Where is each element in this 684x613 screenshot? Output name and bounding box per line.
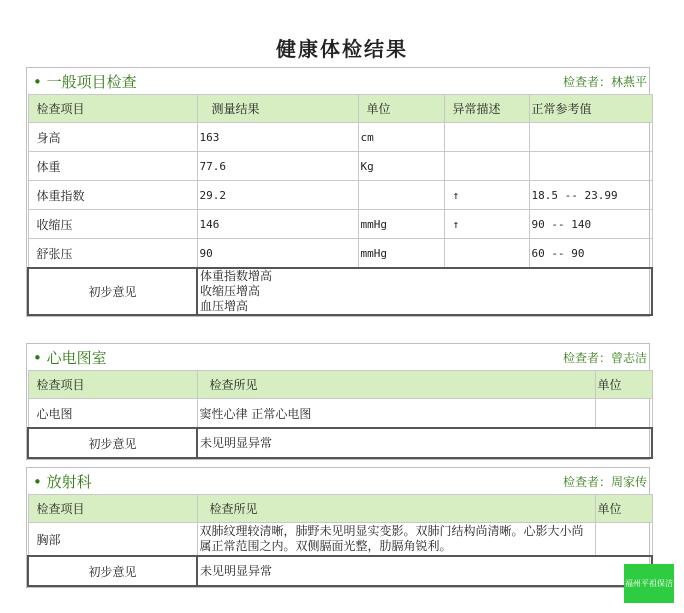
row-reference: 60 -- 90 xyxy=(529,239,652,269)
page-title: 健康体检结果 xyxy=(276,37,408,61)
section-title: • 心电图室 xyxy=(33,348,107,367)
opinion-text xyxy=(197,268,652,315)
row-reference xyxy=(529,123,652,152)
row-result: 77.6 xyxy=(197,152,358,181)
opinion-text: 未见明显异常 xyxy=(197,556,652,586)
table-row xyxy=(28,239,652,269)
table-row xyxy=(28,123,652,152)
opinion-line: 血压增高 xyxy=(200,299,249,313)
row-item: 舒张压 xyxy=(28,239,197,269)
row-item: 收缩压 xyxy=(28,210,197,239)
table-row xyxy=(28,210,652,239)
opinion-row xyxy=(28,428,652,458)
section-title: • 放射科 xyxy=(33,472,92,491)
row-abnormal xyxy=(444,239,529,269)
row-finding: 双肺纹理较清晰，肺野未见明显实变影。双肺门结构尚清晰。心影大小尚属正常范围之内。双侧膈面光整，肋膈角锐利。 xyxy=(197,523,595,557)
row-item: 心电图 xyxy=(28,399,197,429)
row-abnormal xyxy=(444,123,529,152)
row-item: 胸部 xyxy=(28,523,197,557)
row-abnormal: ↑ xyxy=(444,210,529,239)
general-exam-table xyxy=(27,94,653,316)
row-unit xyxy=(595,523,652,557)
watermark-badge[interactable]: 福州平祖保洁 xyxy=(624,564,674,603)
row-result: 146 xyxy=(197,210,358,239)
ecg-header xyxy=(27,344,649,370)
row-unit: mmHg xyxy=(358,210,444,239)
header-finding: 检查所见 xyxy=(197,371,595,399)
row-item: 体重 xyxy=(28,152,197,181)
opinion-row xyxy=(28,268,652,315)
table-row xyxy=(28,523,652,557)
opinion-label: 初步意见 xyxy=(28,268,197,315)
radiology-header xyxy=(27,468,649,494)
header-result: 测量结果 xyxy=(197,95,358,123)
table-row xyxy=(28,181,652,210)
table-row xyxy=(28,152,652,181)
opinion-label: 初步意见 xyxy=(28,428,197,458)
radiology-section xyxy=(26,467,650,588)
row-result: 29.2 xyxy=(197,181,358,210)
general-exam-section xyxy=(26,67,650,317)
table-header-row xyxy=(28,371,652,399)
header-unit: 单位 xyxy=(358,95,444,123)
opinion-text: 未见明显异常 xyxy=(197,428,652,458)
row-unit: mmHg xyxy=(358,239,444,269)
general-exam-header xyxy=(27,68,649,94)
opinion-line: 体重指数增高 xyxy=(200,269,273,283)
row-unit xyxy=(595,399,652,429)
opinion-line: 收缩压增高 xyxy=(200,284,261,298)
row-unit: cm xyxy=(358,123,444,152)
ecg-table xyxy=(27,370,653,459)
ecg-section xyxy=(26,343,650,460)
table-row xyxy=(28,399,652,429)
header-unit: 单位 xyxy=(595,495,652,523)
header-unit: 单位 xyxy=(595,371,652,399)
opinion-row xyxy=(28,556,652,586)
examiner-label: 检查者：林燕平 xyxy=(562,74,647,89)
row-item: 身高 xyxy=(28,123,197,152)
row-unit xyxy=(358,181,444,210)
header-item: 检查项目 xyxy=(28,371,197,399)
header-reference: 正常参考值 xyxy=(529,95,652,123)
row-reference: 90 -- 140 xyxy=(529,210,652,239)
radiology-table xyxy=(27,494,653,587)
row-unit: Kg xyxy=(358,152,444,181)
header-abnormal: 异常描述 xyxy=(444,95,529,123)
examiner-label: 检查者：周家传 xyxy=(562,474,647,489)
row-abnormal: ↑ xyxy=(444,181,529,210)
row-result: 90 xyxy=(197,239,358,269)
opinion-label: 初步意见 xyxy=(28,556,197,586)
header-item: 检查项目 xyxy=(28,95,197,123)
header-item: 检查项目 xyxy=(28,495,197,523)
header-finding: 检查所见 xyxy=(197,495,595,523)
examiner-label: 检查者：曾志洁 xyxy=(562,350,647,365)
table-header-row xyxy=(28,95,652,123)
row-item: 体重指数 xyxy=(28,181,197,210)
section-title: • 一般项目检查 xyxy=(33,72,137,91)
row-reference xyxy=(529,152,652,181)
row-finding: 窦性心律 正常心电图 xyxy=(197,399,595,429)
row-result: 163 xyxy=(197,123,358,152)
table-header-row xyxy=(28,495,652,523)
row-reference: 18.5 -- 23.99 xyxy=(529,181,652,210)
row-abnormal xyxy=(444,152,529,181)
